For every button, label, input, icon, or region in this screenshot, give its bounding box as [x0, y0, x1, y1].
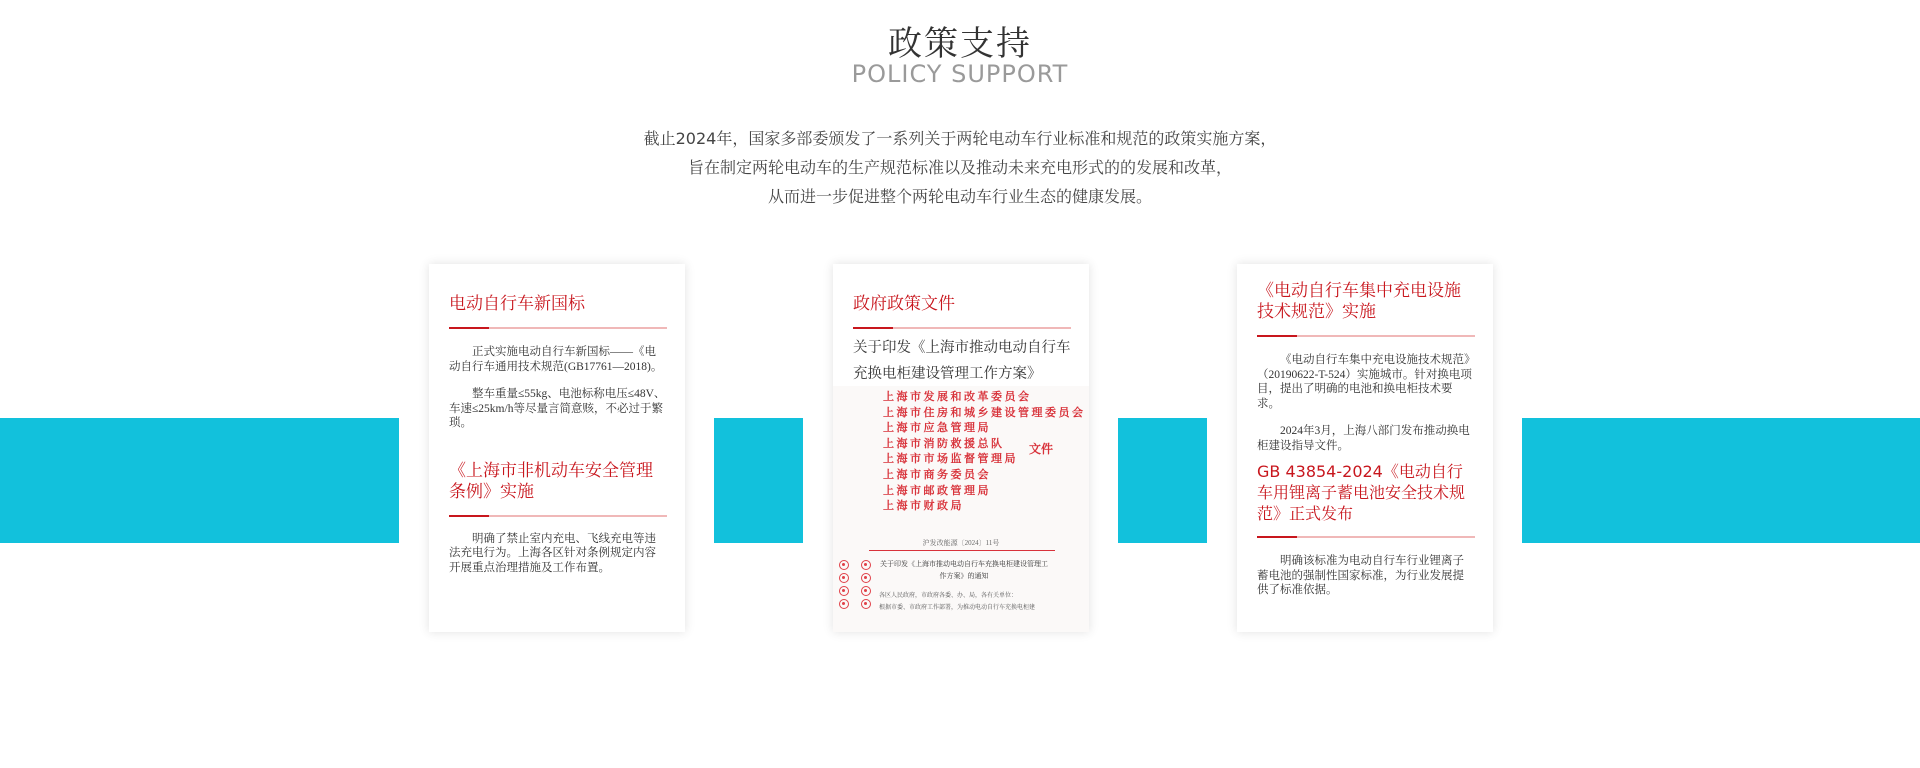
card-section-title: 《上海市非机动车安全管理条例》实施 [449, 460, 653, 502]
section-subtitle: POLICY SUPPORT [851, 60, 1069, 88]
document-mark: 文件 [1029, 442, 1054, 456]
card-paragraph: 《电动自行车集中充电设施技术规范》（20190622-T-524）实施城市。针对换电项目，提出了明确的电池和换电柜技术要求。 [1257, 354, 1472, 410]
intro-line: 截止2024年，国家多部委颁发了一系列关于两轮电动车行业标准和规范的政策实施方案， [643, 129, 1277, 148]
cyan-band-mid-2 [1118, 418, 1207, 543]
agency-name: 上海市财政局 [883, 500, 964, 513]
agency-name: 上海市消防救援总队 [883, 437, 1005, 450]
notice-title: 关于印发《上海市推动电动自行车充换电柜建设管理工作方案》的通知 [880, 560, 1048, 580]
card-paragraph: 整车重量≤55kg、电池标称电压≤48V、车速≤25km/h等尽量言简意赅，不必过于繁琐。 [449, 388, 666, 429]
seal-icons [835, 560, 875, 620]
seal-icon [839, 573, 849, 583]
seal-icon [861, 599, 871, 609]
card-section-title: GB 43854-2024《电动自行车用锂离子蓄电池安全技术规范》正式发布 [1257, 462, 1466, 523]
card-section-title: 《电动自行车集中充电设施技术规范》实施 [1257, 281, 1461, 322]
cyan-band-mid-1 [714, 418, 803, 543]
intro-line: 从而进一步促进整个两轮电动车行业生态的健康发展。 [767, 187, 1152, 206]
policy-card-government-document [833, 264, 1089, 632]
policy-card-technical-standards [1237, 264, 1493, 632]
seal-icon [839, 560, 849, 570]
card-section-title: 电动自行车新国标 [449, 294, 585, 314]
document-image [833, 386, 1089, 632]
section-title: 政策支持 [888, 24, 1032, 64]
intro-line: 旨在制定两轮电动车的生产规范标准以及推动未来充电形式的的发展和改革， [687, 158, 1232, 177]
notice-body [879, 590, 1084, 614]
document-subtitle: 关于印发《上海市推动电动自行车充换电柜建设管理工作方案》 [853, 340, 1071, 382]
card-paragraph: 2024年3月，上海八部门发布推动换电柜建设指导文件。 [1257, 425, 1470, 452]
seal-icon [861, 560, 871, 570]
notice-line: 根据市委、市政府工作部署，为推动电动自行车充换电柜建 [879, 605, 1036, 611]
seal-icon [839, 599, 849, 609]
title-underline [449, 515, 667, 517]
card-paragraph: 明确了禁止室内充电、飞线充电等违法充电行为。上海各区针对条例规定内容开展重点治理措施及工作布置。 [449, 532, 656, 574]
notice-line: 各区人民政府，市政府各委、办、局，各有关单位： [879, 593, 1018, 599]
seal-icon [861, 573, 871, 583]
red-divider [869, 550, 1055, 551]
document-number: 沪发改能源〔2024〕11号 [922, 539, 1000, 547]
title-underline [1257, 536, 1475, 538]
seal-icon [861, 586, 871, 596]
card-paragraph: 正式实施电动自行车新国标——《电动自行车通用技术规范(GB17761—2018)。 [449, 346, 663, 373]
agency-name: 上海市住房和城乡建设管理委员会 [883, 406, 1086, 419]
title-underline [449, 327, 667, 329]
agency-name: 上海市商务委员会 [883, 468, 991, 481]
title-underline [1257, 335, 1475, 337]
card-paragraph: 明确该标准为电动自行车行业锂离子蓄电池的强制性国家标准，为行业发展提供了标准依据。 [1257, 555, 1464, 596]
seal-icon [839, 586, 849, 596]
agency-name: 上海市邮政管理局 [883, 484, 991, 497]
cyan-band-right [1522, 418, 1920, 543]
card-section-title: 政府政策文件 [853, 294, 955, 314]
policy-card-national-standard [429, 264, 685, 632]
cyan-band-left [0, 418, 399, 543]
agency-name: 上海市应急管理局 [883, 422, 991, 435]
title-underline [853, 327, 1071, 329]
intro-text [0, 124, 1920, 211]
agency-name: 上海市发展和改革委员会 [883, 391, 1032, 403]
agency-name: 上海市市场监督管理局 [883, 453, 1018, 466]
